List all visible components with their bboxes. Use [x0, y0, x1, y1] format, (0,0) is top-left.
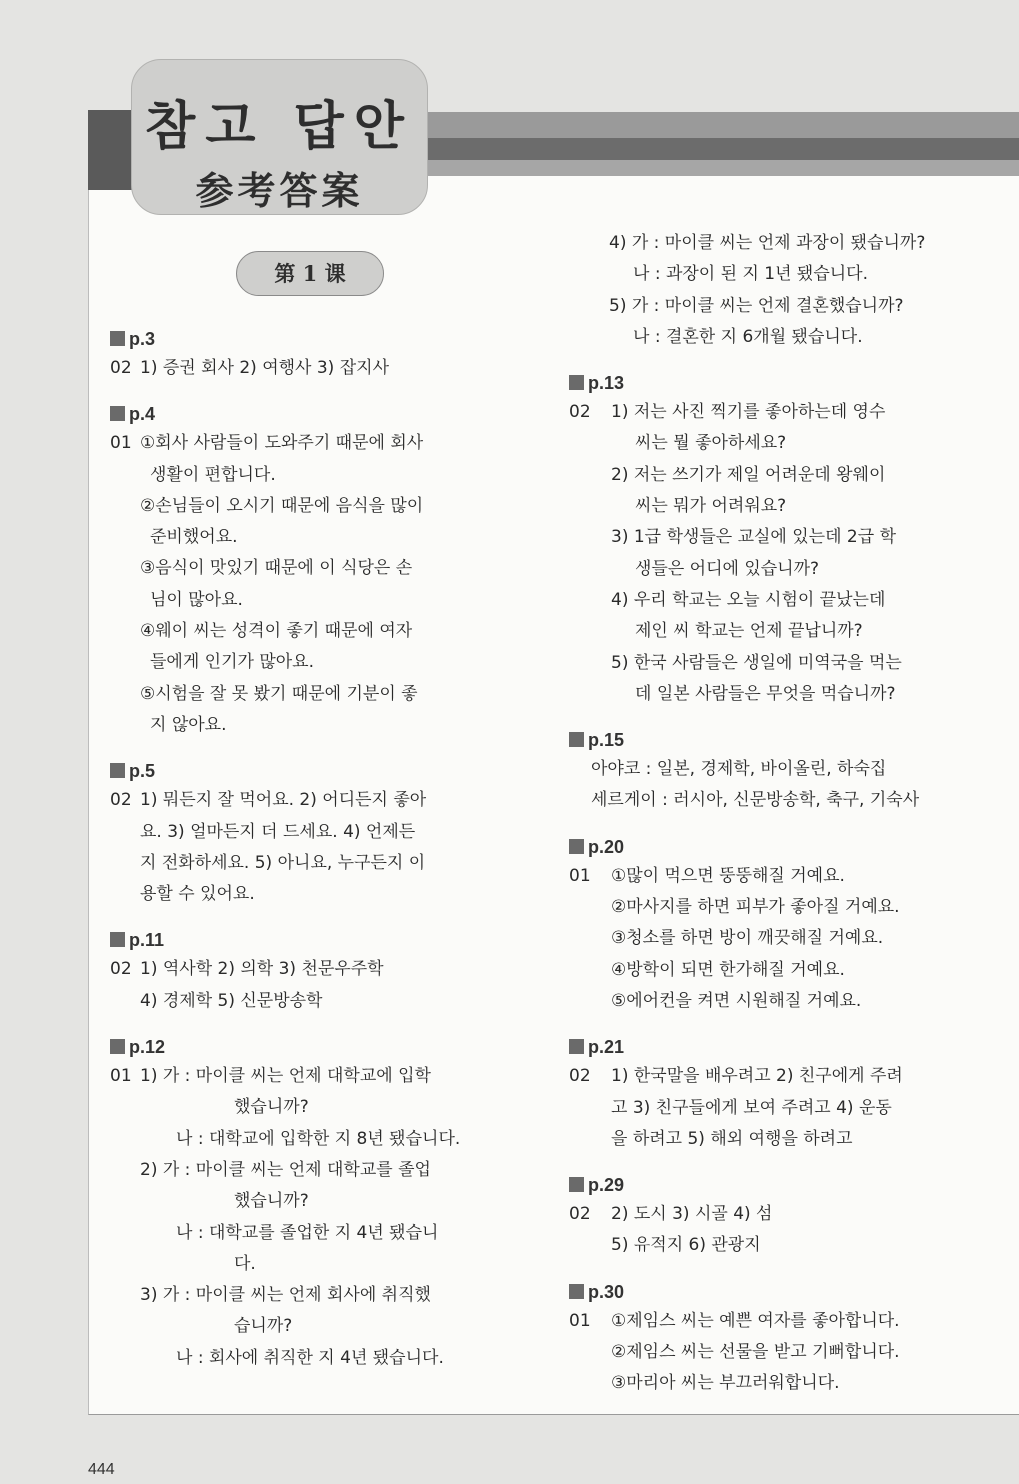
- bullet-square-icon: [110, 1039, 125, 1054]
- answer-line: 4) 가 : 마이클 씨는 언제 과장이 됐습니까?: [609, 233, 926, 253]
- section-p11: [110, 926, 510, 1017]
- exercise-number: 01: [110, 1066, 132, 1087]
- page-title-chinese: 参考答案: [195, 168, 364, 213]
- answer-line: 2) 가 : 마이클 씨는 언제 대학교를 졸업: [140, 1159, 431, 1180]
- answer-line: 1) 역사학 2) 의학 3) 천문우주학: [140, 959, 384, 980]
- section-heading: p.20: [588, 836, 625, 857]
- section-p30: [569, 1278, 974, 1400]
- section-heading: p.4: [129, 404, 156, 425]
- answer-line: 제인 씨 학교는 언제 끝납니까?: [635, 621, 863, 642]
- answer-line: 1) 뭐든지 잘 먹어요. 2) 어디든지 좋아: [140, 790, 427, 811]
- bullet-square-icon: [569, 839, 584, 854]
- answer-line: 5) 한국 사람들은 생일에 미역국을 먹는: [611, 652, 902, 673]
- answer-line: 요. 3) 얼마든지 더 드세요. 4) 언제든: [140, 821, 416, 842]
- bullet-square-icon: [569, 375, 584, 390]
- header-band-left: [88, 110, 132, 190]
- lesson-badge: 第 1 课: [236, 251, 384, 296]
- bullet-square-icon: [569, 1284, 584, 1299]
- title-box: [131, 59, 428, 215]
- answer-line: 2) 도시 3) 시골 4) 섬: [611, 1204, 773, 1225]
- answer-line: 1) 한국말을 배우려고 2) 친구에게 주려: [611, 1066, 903, 1087]
- answer-line: 세르게이 : 러시아, 신문방송학, 축구, 기숙사: [591, 790, 920, 811]
- section-p3: [110, 325, 510, 384]
- section-p12-continued: [569, 228, 974, 353]
- answer-line: 을 하려고 5) 해외 여행을 하려고: [611, 1128, 853, 1149]
- section-heading: p.13: [588, 373, 625, 394]
- answer-line: 5) 유적지 6) 관광지: [611, 1235, 761, 1256]
- answer-line: 고 3) 친구들에게 보여 주려고 4) 운동: [611, 1097, 892, 1118]
- exercise-number: 02: [110, 358, 132, 378]
- answer-line: ①회사 사람들이 도와주기 때문에 회사: [140, 433, 424, 454]
- exercise-number: 02: [110, 959, 132, 980]
- section-heading: p.5: [129, 761, 156, 782]
- answer-line: 생들은 어디에 있습니까?: [635, 558, 820, 579]
- exercise-number: 01: [569, 1310, 591, 1331]
- answer-line: 나 : 과장이 된 지 1년 됐습니다.: [633, 264, 869, 285]
- bullet-square-icon: [569, 1039, 584, 1054]
- section-p15: [569, 726, 974, 817]
- section-heading: p.21: [588, 1037, 625, 1058]
- section-heading: p.11: [129, 930, 165, 951]
- answer-line: 데 일본 사람들은 무엇을 먹습니까?: [635, 683, 896, 704]
- section-p20: [569, 833, 974, 1017]
- answer-line: 나 : 대학교를 졸업한 지 4년 됐습니: [176, 1222, 439, 1243]
- answer-line: ③청소를 하면 방이 깨끗해질 거예요.: [611, 928, 884, 949]
- answer-line: 했습니까?: [234, 1097, 309, 1118]
- answer-line: 3) 1급 학생들은 교실에 있는데 2급 학: [611, 527, 896, 548]
- answer-line: 지 전화하세요. 5) 아니요, 누구든지 이: [140, 852, 426, 873]
- answer-line: ⑤시험을 잘 못 봤기 때문에 기분이 좋: [140, 683, 418, 704]
- answer-line: ③마리아 씨는 부끄러워합니다.: [611, 1373, 840, 1394]
- bullet-square-icon: [569, 1177, 584, 1192]
- answer-line: ①제임스 씨는 예쁜 여자를 좋아합니다.: [611, 1310, 900, 1331]
- exercise-number: 01: [569, 865, 591, 886]
- answer-line: 나 : 대학교에 입학한 지 8년 됐습니다.: [176, 1128, 461, 1149]
- answer-line: 나 : 회사에 취직한 지 4년 됐습니다.: [176, 1347, 444, 1368]
- answer-line: ④방학이 되면 한가해질 거예요.: [611, 959, 845, 980]
- answer-line: 들에게 인기가 많아요.: [150, 652, 315, 673]
- bullet-square-icon: [110, 932, 125, 947]
- answer-line: 준비했어요.: [150, 527, 238, 548]
- page-title-korean: 참고 답안: [144, 97, 415, 157]
- answer-line: 했습니까?: [234, 1191, 309, 1212]
- answer-line: 1) 가 : 마이클 씨는 언제 대학교에 입학: [140, 1066, 431, 1087]
- answer-line: ②제임스 씨는 선물을 받고 기뻐합니다.: [611, 1342, 900, 1363]
- answer-line: 씨는 뭘 좋아하세요?: [635, 433, 787, 454]
- answer-line: 용할 수 있어요.: [140, 884, 255, 905]
- section-heading: p.12: [129, 1037, 166, 1058]
- answer-line: 2) 저는 쓰기가 제일 어려운데 왕웨이: [611, 464, 886, 485]
- bullet-square-icon: [110, 406, 125, 421]
- section-heading: p.29: [588, 1175, 625, 1196]
- section-p4: [110, 400, 510, 741]
- header-band-right: [420, 112, 1019, 186]
- exercise-number: 02: [110, 790, 132, 811]
- answer-line: 생활이 편합니다.: [150, 464, 276, 485]
- exercise-number: 02: [569, 1204, 591, 1225]
- answer-line: 씨는 뭐가 어려워요?: [635, 496, 787, 517]
- answer-line: 습니까?: [234, 1316, 293, 1337]
- answer-line: 1) 저는 사진 찍기를 좋아하는데 영수: [611, 402, 886, 423]
- answer-line: 4) 우리 학교는 오늘 시험이 끝났는데: [611, 589, 886, 610]
- answer-line: 5) 가 : 마이클 씨는 언제 결혼했습니까?: [609, 295, 904, 316]
- exercise-number: 02: [569, 402, 591, 423]
- left-column: [110, 325, 510, 1390]
- answer-line: ②마사지를 하면 피부가 좋아질 거예요.: [611, 897, 900, 918]
- bullet-square-icon: [110, 331, 125, 346]
- section-heading: p.3: [129, 329, 156, 349]
- answer-line: 다.: [234, 1253, 256, 1274]
- section-p13: [569, 369, 974, 710]
- answer-line: ③음식이 맛있기 때문에 이 식당은 손: [140, 558, 413, 579]
- answer-line: 지 않아요.: [150, 714, 227, 735]
- right-column: [569, 228, 974, 1416]
- section-p5: [110, 757, 510, 910]
- section-p29: [569, 1171, 974, 1262]
- answer-line: 나 : 결혼한 지 6개월 됐습니다.: [633, 326, 863, 347]
- exercise-number: 02: [569, 1066, 591, 1087]
- answer-line: 4) 경제학 5) 신문방송학: [140, 990, 323, 1011]
- answer-line: ①많이 먹으면 뚱뚱해질 거예요.: [611, 865, 845, 886]
- answer-line: 1) 증권 회사 2) 여행사 3) 잡지사: [140, 358, 389, 378]
- bullet-square-icon: [569, 732, 584, 747]
- answer-line: 아야코 : 일본, 경제학, 바이올린, 하숙집: [591, 759, 887, 780]
- answer-line: ④웨이 씨는 성격이 좋기 때문에 여자: [140, 621, 413, 642]
- section-heading: p.30: [588, 1281, 625, 1302]
- answer-line: ②손님들이 오시기 때문에 음식을 많이: [140, 495, 424, 516]
- page-number: 444: [88, 1461, 115, 1478]
- section-p12: [110, 1033, 510, 1374]
- exercise-number: 01: [110, 433, 132, 454]
- answer-line: ⑤에어컨을 켜면 시원해질 거예요.: [611, 990, 862, 1011]
- answer-line: 3) 가 : 마이클 씨는 언제 회사에 취직했: [140, 1285, 431, 1306]
- answer-line: 님이 많아요.: [150, 589, 243, 610]
- section-p21: [569, 1033, 974, 1155]
- section-heading: p.15: [588, 730, 625, 751]
- bullet-square-icon: [110, 763, 125, 778]
